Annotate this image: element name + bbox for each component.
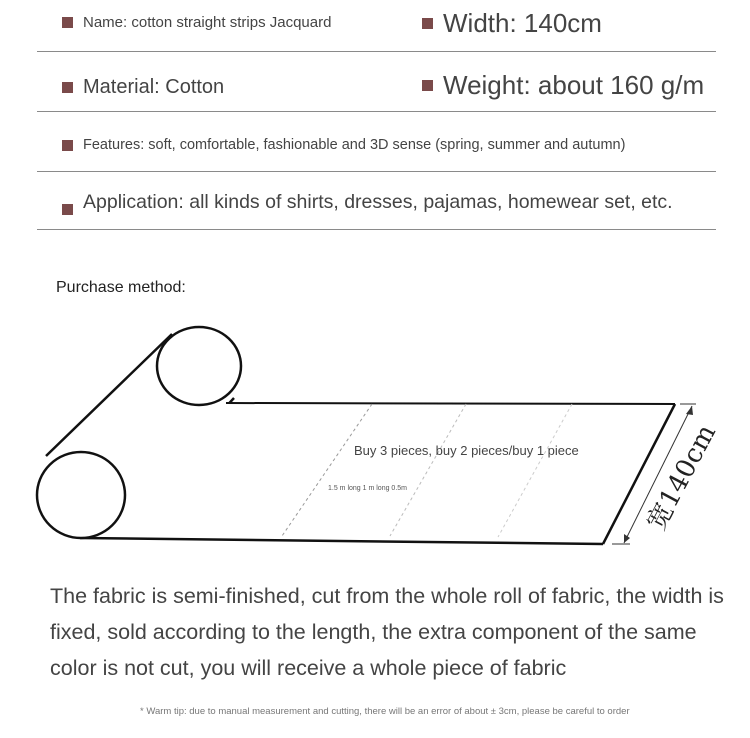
roll-top-edge [46, 334, 172, 456]
fabric-roll-diagram [0, 300, 750, 562]
divider [37, 229, 716, 230]
divider [37, 51, 716, 52]
warm-tip-text: * Warm tip: due to manual measurement and cutting, there will be an error of about ± 3cm, please be careful to order [140, 706, 630, 717]
description-text: The fabric is semi-finished, cut from the whole roll of fabric, the width is fixed, sold according to the length, the extra component of the same color is not cut, you will receive a whole piece of fabric [50, 584, 724, 680]
spec-width [422, 8, 602, 39]
length-labels-text: 1.5 m long 1 m long 0.5m [328, 485, 407, 492]
spec-width-text: Width: 140cm [443, 8, 602, 38]
spec-weight [422, 70, 704, 101]
spec-application-text: Application: all kinds of shirts, dresses, pajamas, homewear set, etc. [83, 191, 673, 213]
bullet-square-icon [62, 82, 73, 93]
bullet-square-icon [62, 140, 73, 151]
spec-features-text: Features: soft, comfortable, fashionable and 3D sense (spring, summer and autumn) [83, 137, 626, 153]
divider [37, 111, 716, 112]
fabric-sheet-fill [80, 403, 675, 544]
spec-name-text: Name: cotton straight strips Jacquard [83, 14, 332, 31]
arrow-head-bottom-icon [624, 534, 630, 543]
spec-application [62, 190, 673, 215]
roll-back-end [157, 327, 241, 405]
bullet-square-icon [422, 18, 433, 29]
spec-material [62, 76, 224, 99]
bullet-square-icon [422, 80, 433, 91]
spec-features [62, 137, 625, 153]
spec-weight-text: Weight: about 160 g/m [443, 70, 705, 100]
purchase-method-label: Purchase method: [56, 279, 186, 296]
width-140cm-label: 宽140cm [641, 419, 723, 536]
bullet-square-icon [62, 204, 73, 215]
fabric-far-edge [226, 403, 675, 404]
bullet-square-icon [62, 17, 73, 28]
roll-front-end [37, 452, 125, 538]
arrow-head-top-icon [686, 406, 693, 415]
spec-name [62, 14, 331, 31]
divider [37, 171, 716, 172]
spec-material-text: Material: Cotton [83, 76, 225, 98]
buy-pieces-text: Buy 3 pieces, buy 2 pieces/buy 1 piece [354, 443, 579, 458]
